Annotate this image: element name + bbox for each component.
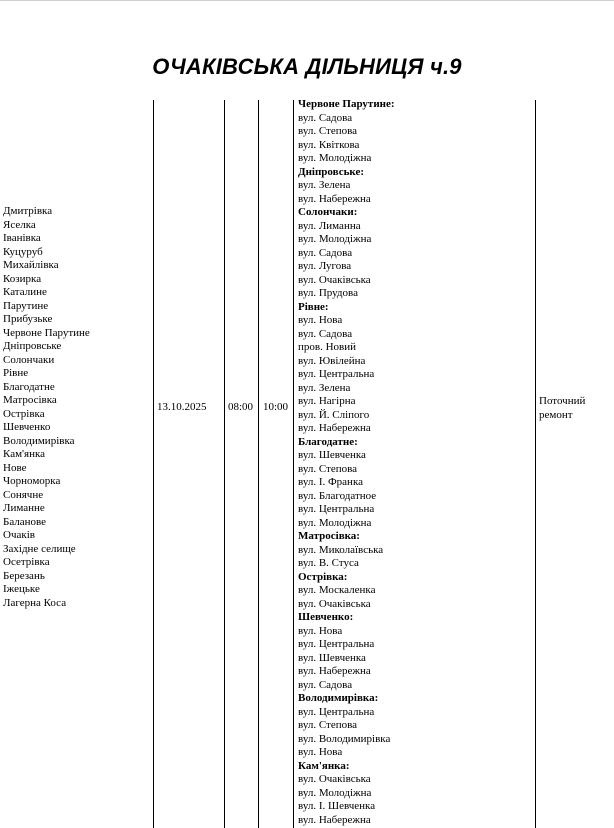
street-item: вул. Лугова (298, 260, 352, 272)
street-item: вул. Садова (298, 246, 353, 259)
village-item: Червоне Парутине (3, 326, 90, 339)
village-item: Яселка (3, 218, 36, 231)
street-item: вул. Набережна (298, 665, 371, 677)
village-item: Кам'янка (3, 448, 46, 460)
time-to: 10:00 (263, 401, 289, 413)
street-item: вул. Шевченка (298, 449, 366, 461)
street-item: вул. І. Шевченка (298, 800, 376, 812)
street-item: вул. Нагірна (298, 395, 356, 407)
village-item: Михайлівка (3, 259, 59, 271)
village-item: Лиманне (3, 502, 45, 514)
village-item: Іжецьке (3, 583, 40, 595)
village-item: Прибузьке (3, 313, 53, 325)
village-item: Куцуруб (3, 245, 43, 258)
settlement-heading: Матросівка: (298, 530, 360, 542)
street-item: вул. Набережна (298, 813, 371, 826)
village-item: Лагерна Коса (3, 596, 67, 609)
street-item: вул. Лиманна (298, 219, 361, 232)
street-item: вул. Очаківська (298, 597, 371, 610)
work-type: Поточний ремонт (539, 395, 586, 421)
village-item: Західне селище (3, 542, 76, 555)
street-item: вул. Й. Сліпого (298, 408, 370, 421)
street-item: вул. Садова (298, 327, 353, 340)
village-item: Солончаки (3, 353, 55, 366)
street-item: вул. Молодіжна (298, 233, 372, 245)
street-item: вул. Степова (298, 462, 358, 475)
column-divider (153, 100, 154, 828)
village-item: Благодатне (3, 380, 55, 393)
settlement-heading: Солончаки: (298, 206, 358, 218)
street-item: вул. Центральна (298, 503, 375, 515)
street-item: вул. Центральна (298, 638, 375, 650)
outage-date: 13.10.2025 (157, 401, 207, 413)
street-item: вул. Центральна (298, 705, 375, 718)
street-item: вул. Прудова (298, 287, 358, 299)
village-item: Володимирівка (3, 434, 75, 447)
village-item: Очаків (3, 529, 35, 541)
street-item: вул. Набережна (298, 422, 371, 434)
village-item: Каталине (3, 286, 47, 298)
settlement-heading: Благодатне: (298, 435, 358, 448)
street-item: вул. І. Франка (298, 476, 364, 488)
village-item: Іванівка (3, 232, 41, 244)
villages-column (3, 205, 90, 610)
village-item: Осетрівка (3, 556, 50, 568)
street-item: вул. Очаківська (298, 773, 371, 785)
street-item: вул. Москаленка (298, 584, 376, 596)
street-item: вул. Нова (298, 624, 343, 637)
street-item: вул. Зелена (298, 179, 351, 191)
street-item: вул. Нова (298, 314, 343, 326)
street-item: вул. Центральна (298, 368, 375, 380)
settlement-heading: Кам'янка: (298, 759, 350, 772)
street-item: вул. Молодіжна (298, 786, 372, 799)
settlement-heading: Дніпровське: (298, 165, 365, 178)
village-item: Дніпровське (3, 340, 62, 352)
settlement-heading: Рівне: (298, 300, 329, 313)
street-item: вул. Нова (298, 746, 343, 758)
top-border (0, 0, 614, 1)
village-item: Баланове (3, 515, 47, 528)
settlement-heading: Володимирівка: (298, 692, 379, 704)
street-item: вул. Степова (298, 125, 358, 137)
column-divider (258, 100, 259, 828)
village-item: Козирка (3, 272, 42, 285)
street-item: вул. Очаківська (298, 273, 371, 286)
village-item: Шевченко (3, 421, 51, 433)
street-item: вул. Степова (298, 719, 358, 731)
street-item: вул. Садова (298, 111, 353, 124)
village-item: Сонячне (3, 488, 44, 501)
settlement-heading: Шевченко: (298, 611, 354, 623)
settlement-heading: Червоне Парутине: (298, 98, 395, 110)
outage-table (0, 100, 614, 828)
street-item: вул. Квіткова (298, 138, 360, 151)
street-item: вул. Володимирівка (298, 732, 391, 745)
village-item: Березань (3, 569, 45, 582)
village-item: Матросівка (3, 394, 57, 406)
village-item: Нове (3, 461, 27, 474)
time-from: 08:00 (228, 401, 254, 413)
village-item: Дмитрівка (3, 205, 53, 217)
street-item: вул. Ювілейна (298, 354, 366, 367)
page-title: ОЧАКІВСЬКА ДІЛЬНИЦЯ ч.9 (152, 54, 462, 79)
column-divider (293, 100, 294, 828)
street-item: вул. Молодіжна (298, 516, 372, 529)
street-item: вул. Набережна (298, 192, 371, 205)
street-item: вул. Миколаївська (298, 543, 384, 556)
column-divider (224, 100, 225, 828)
street-item: вул. Благодатное (298, 489, 377, 502)
street-item: вул. Молодіжна (298, 152, 372, 164)
street-item: вул. В. Стуса (298, 557, 359, 569)
street-item: вул. Шевченка (298, 651, 366, 664)
column-divider (535, 100, 536, 828)
street-item: пров. Новий (298, 341, 356, 353)
street-item: вул. Садова (298, 678, 353, 691)
village-item: Рівне (3, 367, 29, 379)
village-item: Острівка (3, 407, 45, 420)
village-item: Чорноморка (3, 475, 61, 487)
street-item: вул. Зелена (298, 381, 351, 394)
streets-column (298, 98, 395, 827)
settlement-heading: Острівка: (298, 570, 348, 583)
village-item: Парутине (3, 299, 49, 312)
